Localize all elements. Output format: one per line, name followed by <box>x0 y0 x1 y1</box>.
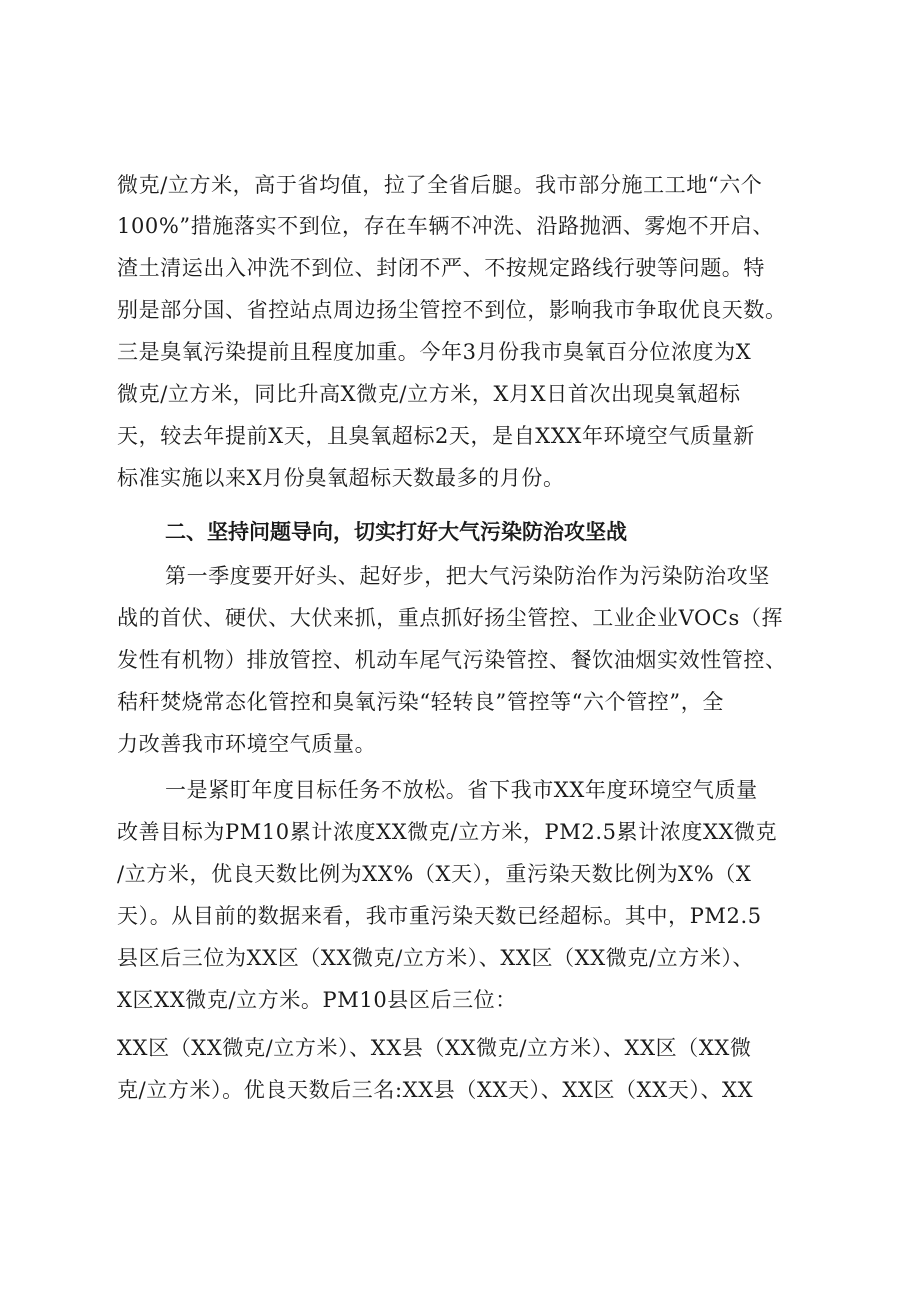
paragraph-line: 战的首伏、硬伏、大伏来抓，重点抓好扬尘管控、工业企业VOCs（挥 <box>117 606 784 630</box>
paragraph-line: 天，较去年提前X天，且臭氧超标2天，是自XXX年环境空气质量新 <box>117 424 755 448</box>
section-heading: 二、坚持问题导向，切实打好大气污染防治攻坚战 <box>165 520 627 544</box>
paragraph-line: 一是紧盯年度目标任务不放松。省下我市XX年度环境空气质量 <box>165 778 758 802</box>
paragraph-line: 100%”措施落实不到位，存在车辆不冲洗、沿路抛洒、雾炮不开启、 <box>117 214 774 238</box>
paragraph-line: 第一季度要开好头、起好步，把大气污染防治作为污染防治攻坚 <box>165 564 770 588</box>
paragraph-line: 力改善我市环境空气质量。 <box>117 732 377 756</box>
paragraph-line: 别是部分国、省控站点周边扬尘管控不到位，影响我市争取优良天数。 <box>117 298 787 322</box>
paragraph-line: 发性有机物）排放管控、机动车尾气污染管控、餐饮油烟实效性管控、 <box>117 648 787 672</box>
paragraph-line: 克/立方米）。优良天数后三名:XX县（XX天）、XX区（XX天）、XX <box>117 1078 754 1102</box>
paragraph-line: 县区后三位为XX区（XX微克/立方米）、XX区（XX微克/立方米）、 <box>117 946 755 970</box>
paragraph-line: XX区（XX微克/立方米）、XX县（XX微克/立方米）、XX区（XX微 <box>117 1036 752 1060</box>
paragraph-line: 秸秆焚烧常态化管控和臭氧污染“轻转良”管控等“六个管控”，全 <box>117 690 724 714</box>
paragraph-line: 天）。从目前的数据来看，我市重污染天数已经超标。其中，PM2.5 <box>117 904 762 928</box>
paragraph-line: /立方米，优良天数比例为XX%（X天），重污染天数比例为X%（X <box>117 862 752 886</box>
paragraph-line: 标准实施以来X月份臭氧超标天数最多的月份。 <box>117 466 565 490</box>
paragraph-line: 改善目标为PM10累计浓度XX微克/立方米，PM2.5累计浓度XX微克 <box>117 820 778 844</box>
paragraph-line: 微克/立方米，同比升高X微克/立方米，X月X日首次出现臭氧超标 <box>117 382 741 406</box>
paragraph-line: 微克/立方米，高于省均值，拉了全省后腿。我市部分施工工地“六个 <box>117 173 763 197</box>
paragraph-line: 三是臭氧污染提前且程度加重。今年3月份我市臭氧百分位浓度为X <box>117 340 752 364</box>
paragraph-line: 渣土清运出入冲洗不到位、封闭不严、不按规定路线行驶等问题。特 <box>117 256 765 280</box>
paragraph-line: X区XX微克/立方米。PM10县区后三位： <box>117 988 517 1012</box>
